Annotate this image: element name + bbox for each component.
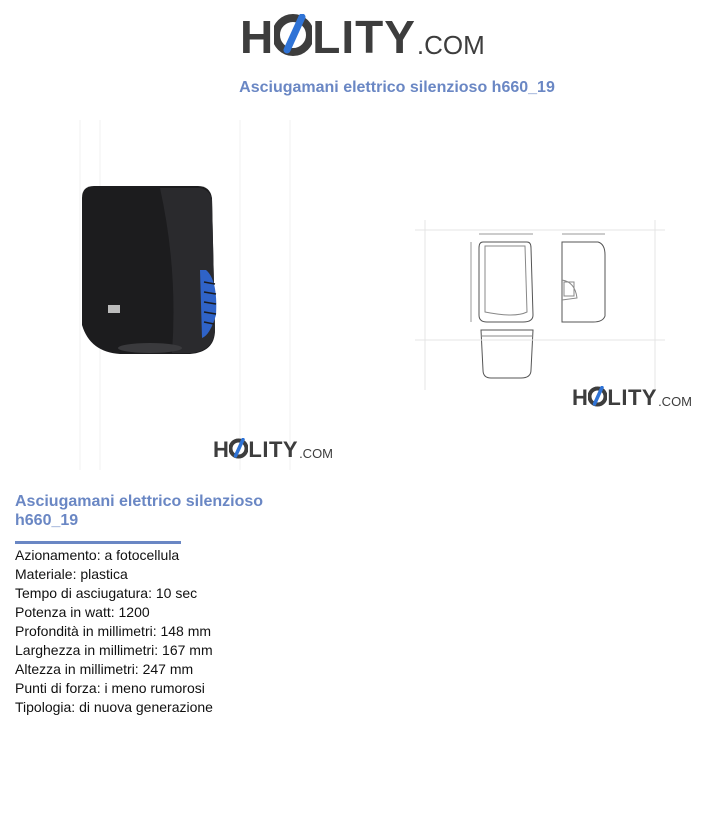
spec-item: Tipologia: di nuova generazione — [15, 699, 213, 715]
logo-suffix: .COM — [416, 30, 485, 60]
watermark-suffix: .COM — [658, 394, 693, 409]
spec-item: Profondità in millimetri: 148 mm — [15, 623, 212, 639]
spec-item: Altezza in millimetri: 247 mm — [15, 661, 194, 677]
watermark-text: H LITY — [572, 385, 658, 410]
spec-item: Larghezza in millimetri: 167 mm — [15, 642, 213, 658]
watermark-o-icon — [229, 438, 248, 459]
brand-logo — [240, 11, 485, 63]
title-underline — [15, 541, 181, 544]
drawing-watermark-logo — [572, 386, 692, 409]
spec-item: Azionamento: a fotocellula — [15, 547, 180, 563]
technical-drawing-icon — [415, 220, 665, 390]
spec-item: Potenza in watt: 1200 — [15, 604, 150, 620]
product-title: Asciugamani elettrico silenzioso h660_19 — [15, 493, 264, 529]
logo-o-icon — [274, 14, 312, 60]
spec-item: Tempo di asciugatura: 10 sec — [15, 585, 198, 601]
watermark-o-icon — [588, 386, 607, 407]
watermark-text: H LITY — [213, 437, 299, 462]
product-photo — [60, 120, 330, 470]
hand-dryer-photo-icon — [60, 120, 330, 470]
logo-text: H LITY — [240, 11, 416, 63]
spec-item: Materiale: plastica — [15, 566, 128, 582]
page-title: Asciugamani elettrico silenzioso h660_19 — [239, 79, 555, 96]
spec-list — [15, 546, 213, 717]
spec-item: Punti di forza: i meno rumorosi — [15, 680, 205, 696]
photo-watermark-logo — [213, 438, 333, 461]
watermark-suffix: .COM — [299, 446, 334, 461]
technical-drawing — [415, 220, 665, 390]
